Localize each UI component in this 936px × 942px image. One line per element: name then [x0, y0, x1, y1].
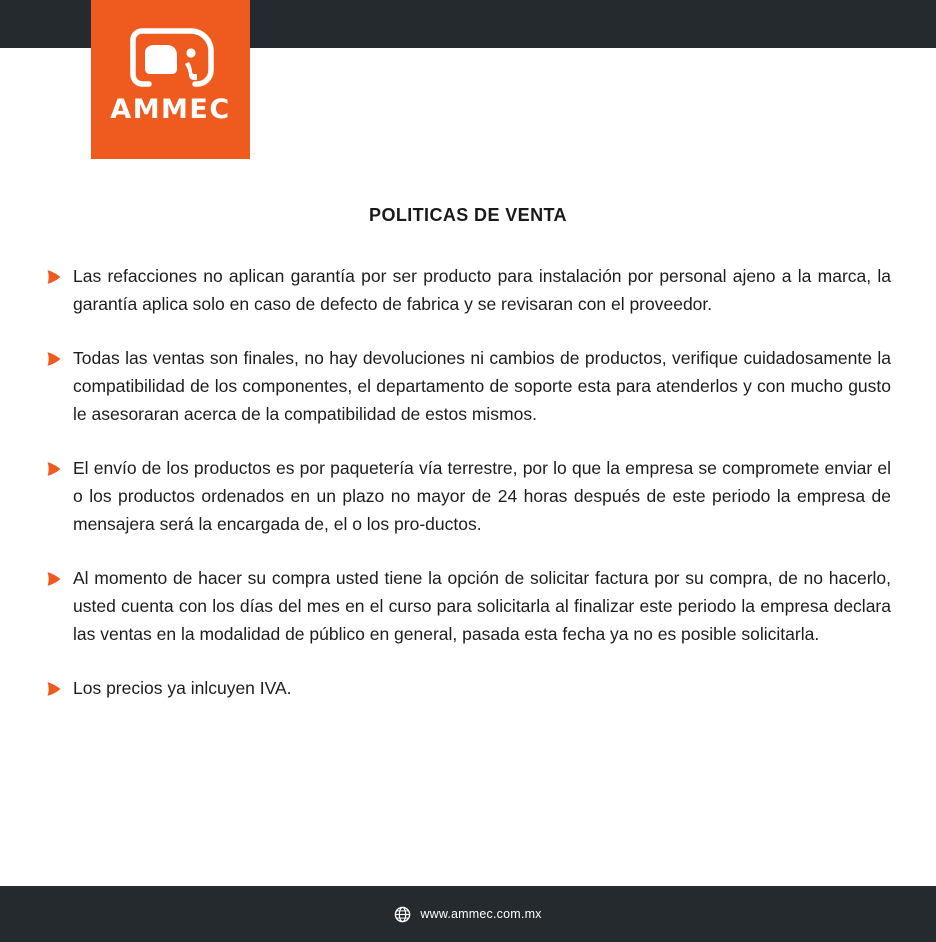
- policy-item-5: [0, 674, 936, 702]
- brand-wordmark: AMMEC: [110, 94, 231, 125]
- arrow-bullet-icon: [46, 269, 62, 285]
- policy-text: El envío de los productos es por paquetería vía terrestre, por lo que la empresa se compromete enviar el o los productos ordenados en un plazo no mayor de 24 horas después de este periodo la empresa de mensajera será la encargada de, el o los pro-ductos.: [73, 457, 891, 535]
- policy-text: Al momento de hacer su compra usted tiene la opción de solicitar factura por su compra, de no hacerlo, usted cuenta con los días del mes en el curso para solicitarla al finalizar este periodo la empresa declara las ventas en la modalidad de público en general, pasada esta fecha ya no es posible solicitarla.: [73, 567, 891, 645]
- policy-item-2: [0, 344, 936, 429]
- policy-text: Los precios ya inlcuyen IVA.: [73, 677, 292, 698]
- page-title: POLITICAS DE VENTA: [369, 205, 567, 225]
- document-body: [0, 159, 936, 727]
- policy-text: Todas las ventas son finales, no hay devoluciones ni cambios de productos, verifique cuidadosamente la compatibilidad de los componentes, el departamento de soporte esta para atenderlos y con mucho gusto le asesoraran acerca de la compatibilidad de estos mismos.: [73, 347, 891, 425]
- arrow-bullet-icon: [46, 461, 62, 477]
- arrow-bullet-icon: [46, 351, 62, 367]
- policy-item-3: [0, 454, 936, 539]
- policy-list: [0, 262, 936, 702]
- website-url[interactable]: www.ammec.com.mx: [420, 907, 542, 921]
- policy-item-1: [0, 262, 936, 319]
- globe-icon: [394, 906, 411, 923]
- arrow-bullet-icon: [46, 571, 62, 587]
- arrow-bullet-icon: [46, 681, 62, 697]
- elephant-icon: [125, 26, 217, 88]
- policy-item-4: [0, 564, 936, 649]
- policy-text: Las refacciones no aplican garantía por ser producto para instalación por personal ajeno a la marca, la garantía aplica solo en caso de defecto de fabrica y se revisaran con el proveedor.: [73, 266, 891, 315]
- brand-logo: [91, 0, 250, 159]
- footer-bar: [0, 886, 936, 942]
